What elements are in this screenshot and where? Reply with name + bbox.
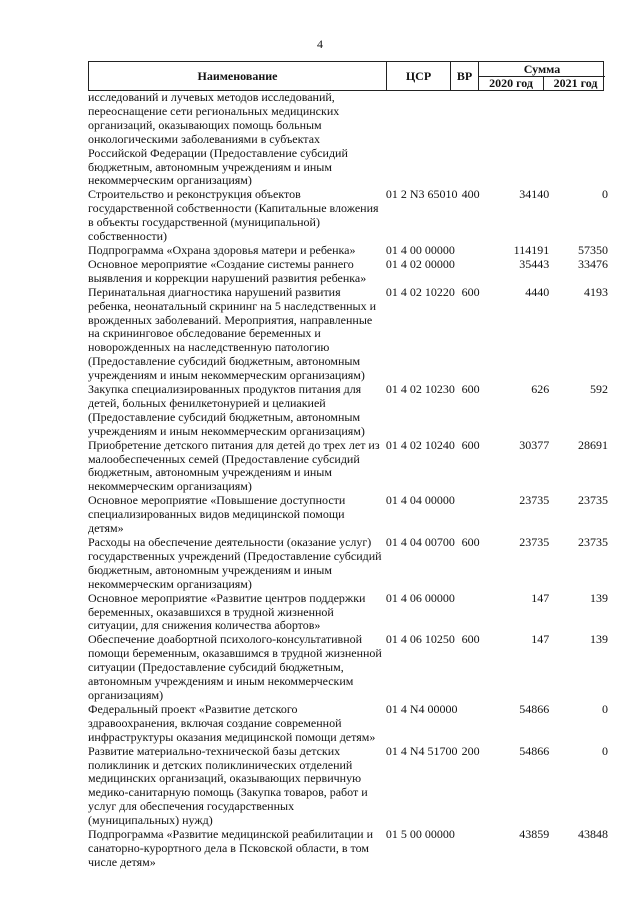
header-vr: ВР (450, 62, 478, 90)
table-row (88, 703, 608, 745)
row-name: Перинатальная диагностика нарушений развития ребенка, неонатальный скрининг на 5 наследственных и врожденных заболеваний. Мероприятия, направленные на скрининговое обследование беременных и новорожденных на наследственную патологию (Предоставление субсидий бюджетным, автономным учреждениям и иным некоммерческим организациям) (88, 284, 377, 383)
table-body (88, 91, 608, 870)
header-sum (478, 62, 605, 90)
table-row (88, 439, 608, 495)
table-row (88, 258, 608, 286)
table-row (88, 244, 608, 258)
page-number: 4 (317, 37, 323, 51)
table-row (88, 494, 608, 536)
row-csr: 01 4 N4 00000 (385, 701, 458, 716)
row-vr: 600 (461, 437, 480, 452)
row-2020 (489, 91, 551, 188)
row-vr: 400 (461, 187, 480, 202)
row-vr (462, 592, 490, 634)
row-csr: 01 4 02 10220 (385, 284, 455, 299)
row-2021: 139 (590, 590, 608, 605)
row-2021: 23735 (578, 493, 608, 508)
row-2021: 28691 (578, 437, 608, 452)
row-2021: 0 (602, 187, 608, 202)
row-csr: 01 2 N3 65010 (385, 187, 458, 202)
row-vr (462, 828, 490, 870)
header-name: Наименование (197, 68, 278, 83)
row-vr: 600 (461, 284, 480, 299)
row-vr (462, 91, 490, 188)
row-name: Федеральный проект «Развитие детского здравоохранения, включая создание современной инфраструктуры оказания медицинской помощи детям» (88, 701, 376, 744)
header-year-2021: 2021 год (543, 76, 607, 91)
table-row (88, 536, 608, 592)
row-2020: 43859 (519, 827, 550, 842)
row-vr (462, 494, 490, 536)
row-2020: 30377 (519, 437, 550, 452)
header-year-2020: 2020 год (489, 76, 533, 90)
row-vr (462, 244, 490, 258)
row-csr: 01 4 02 10230 (385, 382, 455, 397)
row-2021: 33476 (578, 256, 608, 271)
row-vr: 600 (461, 382, 480, 397)
row-2020: 147 (531, 632, 550, 647)
row-csr: 01 4 N4 51700 (385, 743, 458, 758)
table-header (88, 61, 604, 91)
row-2021: 4193 (584, 284, 608, 299)
row-2020: 23735 (519, 493, 550, 508)
table-row (88, 286, 608, 383)
row-name: Основное мероприятие «Создание системы раннего выявления и коррекции нарушений развития ребенка» (88, 256, 367, 285)
row-vr (462, 703, 490, 745)
row-2021 (551, 91, 608, 188)
row-name: Подпрограмма «Охрана здоровья матери и ребенка» (88, 242, 356, 257)
row-vr: 600 (461, 535, 480, 549)
row-2020: 147 (531, 590, 550, 605)
row-2021: 43848 (578, 827, 608, 842)
row-2020: 626 (531, 382, 550, 397)
table-row (88, 592, 608, 634)
row-2020: 114191 (513, 242, 550, 257)
row-vr: 200 (461, 743, 480, 758)
row-csr: 01 4 06 00000 (385, 590, 455, 605)
table-row (88, 745, 608, 828)
table-row (88, 633, 608, 703)
table-row (88, 828, 608, 870)
row-name: Обеспечение доабортной психолого-консультативной помощи беременным, оказавшимся в трудной жизненной ситуации (Предоставление субсидий бюджетным, автономным учреждениям и иным некоммерческим организациям) (88, 632, 382, 702)
row-2021: 139 (590, 632, 608, 647)
row-csr: 01 4 00 00000 (385, 242, 455, 257)
row-name: Расходы на обеспечение деятельности (оказание услуг) государственных учреждений (Предоставление субсидий бюджетным, автономным учреждениям и иным некоммерческим организациям) (88, 535, 382, 591)
row-2020: 4440 (525, 284, 550, 299)
row-csr: 01 5 00 00000 (385, 827, 455, 842)
row-vr: 600 (461, 632, 480, 647)
row-2020: 35443 (519, 256, 550, 271)
row-csr: 01 4 02 00000 (385, 256, 455, 271)
header-csr: ЦСР (386, 62, 450, 90)
row-csr: 01 4 06 10250 (385, 632, 455, 647)
row-2021: 0 (602, 743, 608, 758)
row-2021: 0 (602, 701, 608, 716)
row-name: Подпрограмма «Развитие медицинской реабилитации и санаторно-курортного дела в Псковской области, в том числе детям» (88, 827, 374, 869)
header-sum-title: Сумма (479, 62, 605, 77)
table-row (88, 188, 608, 244)
row-2020: 54866 (519, 701, 550, 716)
row-name: Основное мероприятие «Развитие центров поддержки беременных, оказавшихся в трудной жизненной ситуации, для снижения количества абортов» (88, 590, 366, 633)
row-vr (462, 258, 490, 286)
row-name: Приобретение детского питания для детей до трех лет из малообеспеченных семей (Предоставление субсидий бюджетным, автономным учреждениям и иным некоммерческим организациям) (88, 437, 380, 494)
row-csr: 01 4 04 00000 (385, 493, 455, 508)
row-csr: 01 4 02 10240 (385, 437, 455, 452)
row-2020: 54866 (519, 743, 550, 758)
row-2021: 57350 (578, 242, 608, 257)
row-2020: 34140 (519, 187, 550, 202)
row-2021: 592 (590, 382, 608, 397)
row-2020: 23735 (519, 535, 550, 549)
row-name: Закупка специализированных продуктов питания для детей, больных фенилкетонурией и целиакией (Предоставление субсидий бюджетным, автономным учреждениям и иным некоммерческим организациям) (88, 382, 365, 438)
table-row (88, 383, 608, 439)
row-csr (386, 91, 462, 188)
row-2021: 23735 (578, 535, 608, 549)
row-name: исследований и лучевых методов исследований, переоснащение сети региональных медицинских организаций, оказывающих помощь больным онкологическими заболеваниями в субъектах Российской Федерации (Предоставление субсидий бюджетным, автономным учреждениям и иным некоммерческим организациям) (88, 90, 348, 188)
row-csr: 01 4 04 00700 (385, 535, 455, 549)
row-name: Развитие материально-технической базы детских поликлиник и детских поликлинических отделений медицинских организаций, оказывающих первичную медико-санитарную помощь (Закупка товаров, работ и услуг для обеспечения государственных (муниципальных) нужд) (88, 743, 368, 828)
row-name: Строительство и реконструкция объектов государственной собственности (Капитальные вложения в объекты государственной (муниципальной) собственности) (88, 187, 379, 244)
row-name: Основное мероприятие «Повышение доступности специализированных видов медицинской помощи детям» (88, 493, 346, 536)
table-row (88, 91, 608, 188)
